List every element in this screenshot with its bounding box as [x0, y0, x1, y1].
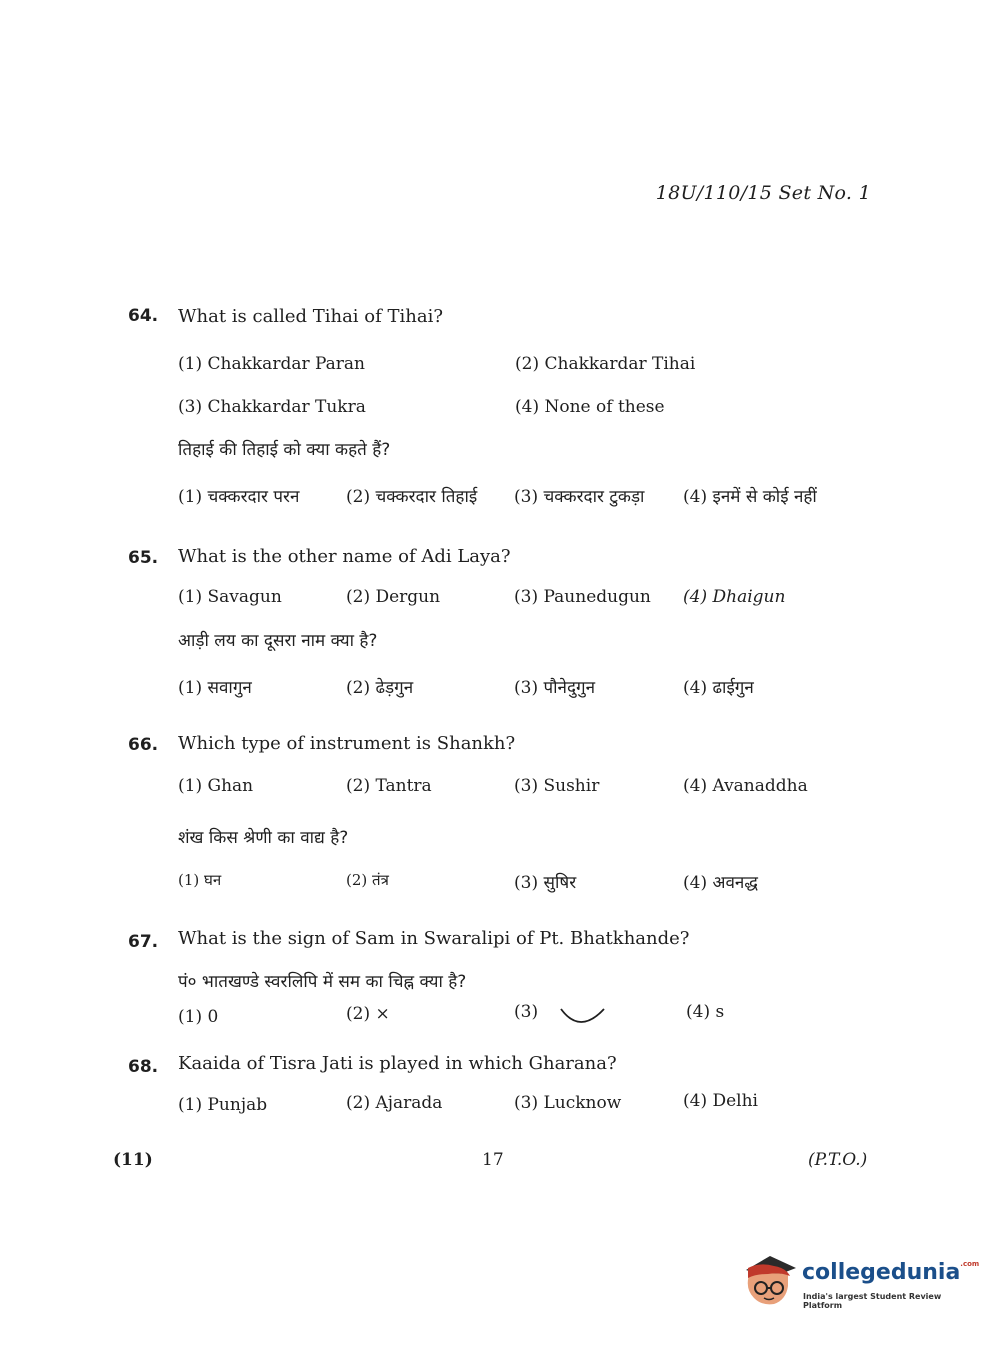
question-text: What is the sign of Sam in Swaralipi of Pt. Bhatkhande?: [178, 928, 690, 949]
logo-tagline: India's largest Student Review Platform: [803, 1292, 942, 1310]
option: (2) Tantra: [346, 776, 432, 796]
question-number: 65.: [128, 548, 159, 568]
question-text-hindi: पं० भातखण्डे स्वरलिपि में सम का चिह्न क्या है?: [178, 972, 467, 992]
option-hindi: (1) चक्करदार परन: [178, 487, 300, 507]
logo-wordmark: collegedunia$^{.com}$: [802, 1260, 980, 1285]
paper-code: 18U/110/15 Set No. 1: [655, 182, 871, 204]
option: (4) s: [686, 1002, 725, 1022]
collegedunia-logo: [740, 1248, 980, 1318]
option-hindi: (3) सुषिर: [514, 873, 577, 893]
option: (3) Chakkardar Tukra: [178, 397, 366, 417]
question-number: 66.: [128, 735, 159, 755]
question-number: 64.: [128, 306, 159, 326]
option-hindi: (4) ढाईगुन: [683, 678, 754, 698]
option: (1) Ghan: [178, 776, 254, 796]
option: (1) 0: [178, 1007, 219, 1027]
question-text: Kaaida of Tisra Jati is played in which Gharana?: [178, 1053, 617, 1074]
option: (2) Ajarada: [346, 1093, 443, 1113]
footer-left: (11): [113, 1150, 153, 1170]
option: (3) Lucknow: [514, 1093, 622, 1113]
option: (4) Dhaigun: [683, 587, 786, 607]
option-hindi: (1) सवागुन: [178, 678, 252, 698]
question-number: 67.: [128, 932, 159, 952]
option-hindi: (4) अवनद्ध: [683, 873, 758, 893]
mascot-icon: [740, 1248, 798, 1310]
option: (4) None of these: [515, 397, 665, 417]
question-text-hindi: शंख किस श्रेणी का वाद्य है?: [178, 828, 349, 848]
footer-pto: (P.T.O.): [808, 1150, 868, 1170]
page-number: 17: [482, 1150, 504, 1170]
option-hindi: (1) घन: [178, 871, 222, 889]
option-hindi: (3) चक्करदार टुकड़ा: [514, 487, 645, 507]
question-text: What is called Tihai of Tihai?: [178, 306, 443, 327]
option: (1) Savagun: [178, 587, 282, 607]
option: (3) Sushir: [514, 776, 600, 796]
option: (2) ×: [346, 1004, 390, 1024]
question-text: What is the other name of Adi Laya?: [178, 546, 511, 567]
option-hindi: (3) पौनेदुगुन: [514, 678, 596, 698]
option-hindi: (2) चक्करदार तिहाई: [346, 487, 478, 507]
option: (1) Chakkardar Paran: [178, 354, 366, 374]
option: (3): [514, 1002, 539, 1022]
sam-curve-icon: [558, 1005, 608, 1029]
option-hindi: (4) इनमें से कोई नहीं: [683, 487, 817, 507]
option-hindi: (2) ढेड़गुन: [346, 678, 414, 698]
option: (2) Chakkardar Tihai: [515, 354, 696, 374]
option: (3) Paunedugun: [514, 587, 651, 607]
question-text: Which type of instrument is Shankh?: [178, 733, 516, 754]
option: (1) Punjab: [178, 1095, 268, 1115]
question-text-hindi: आड़ी लय का दूसरा नाम क्या है?: [178, 631, 378, 651]
option: (4) Delhi: [683, 1091, 758, 1111]
question-number: 68.: [128, 1057, 159, 1077]
question-text-hindi: तिहाई की तिहाई को क्या कहते हैं?: [178, 440, 391, 460]
option: (2) Dergun: [346, 587, 441, 607]
option-hindi: (2) तंत्र: [346, 871, 389, 889]
option: (4) Avanaddha: [683, 776, 808, 796]
